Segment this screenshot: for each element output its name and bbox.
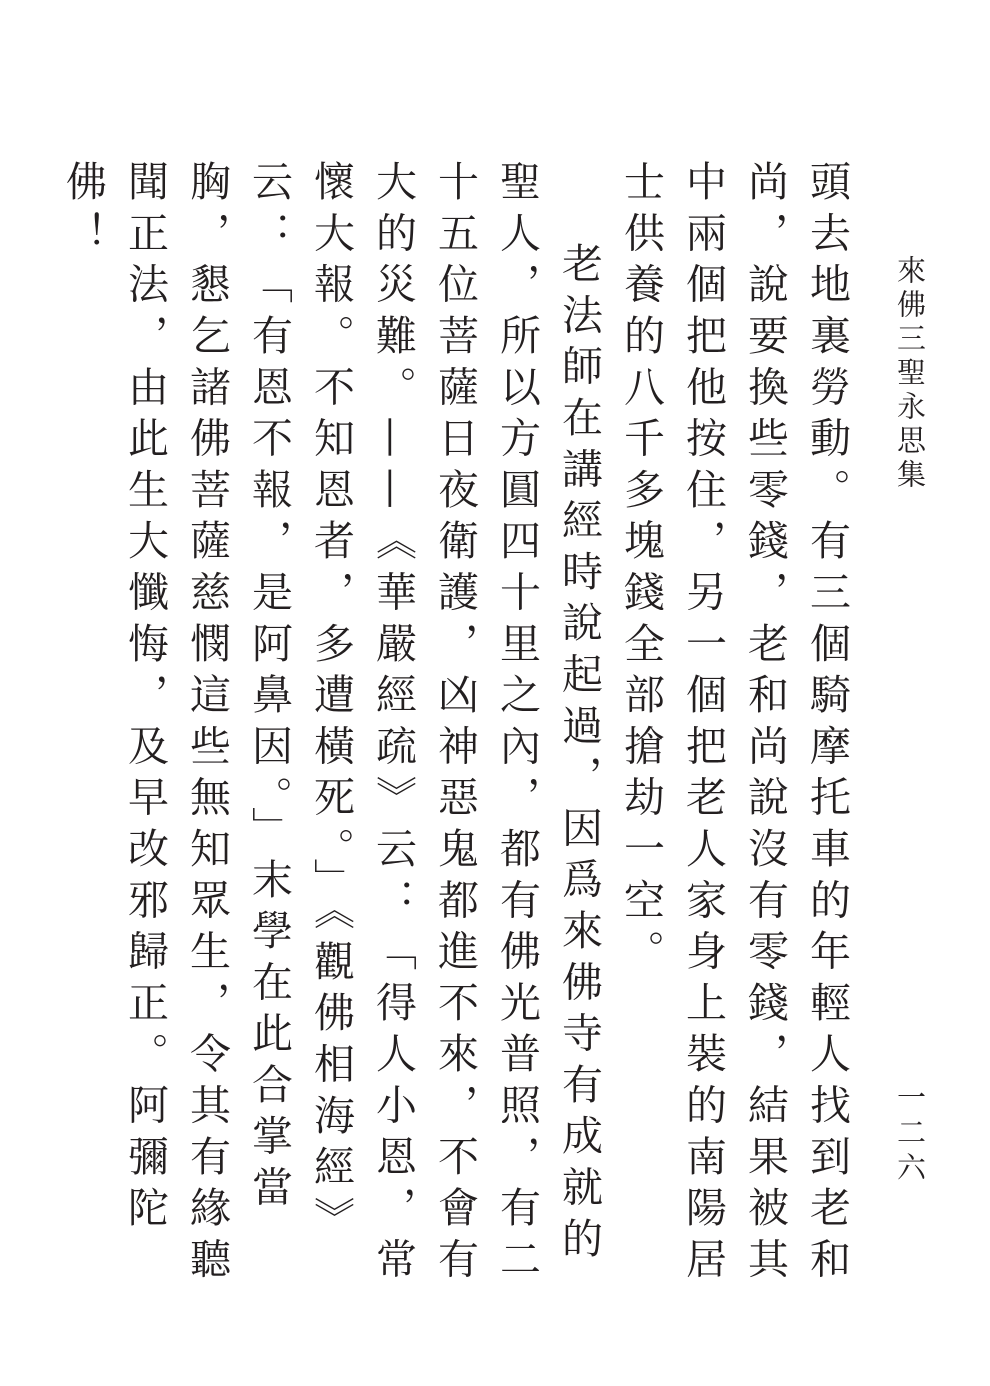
- paragraph-continuation: 頭去地裏勞動。有三個騎摩托車的年輕人找到老和尚，說要換些零錢，老和尚說沒有零錢，結果被其中兩個把他按住，另一個把老人家身上裝的南陽居士供養的八千多塊錢全部搶劫一空。: [617, 160, 851, 1289]
- running-title: 來佛三聖永思集: [893, 255, 927, 493]
- paragraph: 老法師在講經時說起過，因爲來佛寺有成就的聖人，所以方圓四十里之內，都有佛光普照，有二十五位菩薩日夜衛護，凶神惡鬼都進不來，不會有大的災難。——《華嚴經疏》云：「得人小恩，常懷大報。不知恩者，多遭橫死。」《觀佛相海經》云：「有恩不報，是阿鼻因。」末學在此合掌當胸，懇乞諸佛菩薩慈憫這些無知眾生，令其有緣聽聞正法，由此生大懺悔，及早改邪歸正。阿彌陀佛！: [59, 160, 603, 1289]
- page-number: 一二六: [893, 1082, 927, 1187]
- body-text: [59, 160, 858, 1310]
